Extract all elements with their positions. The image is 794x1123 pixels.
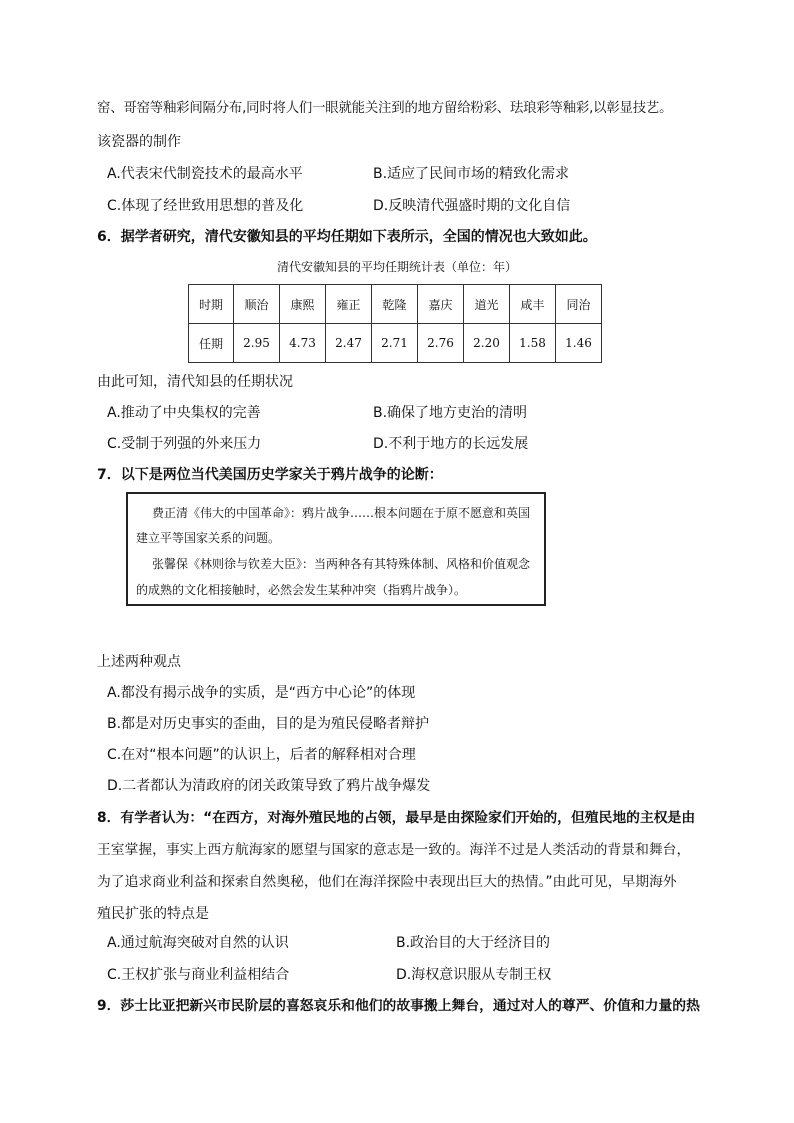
table-header-label: 时期 bbox=[189, 285, 234, 324]
table-cell-term: 2.71 bbox=[372, 324, 418, 363]
table-cell-period: 咸丰 bbox=[510, 285, 556, 324]
quote-line: 建立平等国家关系的问题。 bbox=[136, 531, 281, 545]
q7-option-c: C.在对“根本问题”的认识上，后者的解释相对合理 bbox=[107, 747, 416, 763]
q8-stem-line-3: 为了追求商业利益和探索自然奥秘，他们在海洋探险中表现出巨大的热情。”由此可见，早期海外 bbox=[97, 874, 677, 890]
table-cell-term: 1.46 bbox=[556, 324, 602, 363]
table-cell-term: 2.76 bbox=[418, 324, 464, 363]
q5-continuation-line-1: 窑、哥窑等釉彩间隔分布,同时将人们一眼就能关注到的地方留给粉彩、珐琅彩等釉彩,以彰显技艺。 bbox=[97, 101, 673, 116]
table-cell-period: 康熙 bbox=[280, 285, 326, 324]
table-cell-period: 乾隆 bbox=[372, 285, 418, 324]
q7-option-d: D.二者都认为清政府的闭关政策导致了鸦片战争爆发 bbox=[107, 778, 431, 794]
q8-stem-line-1: 8．有学者认为：“在西方，对海外殖民地的占领，最早是由探险家们开始的，但殖民地的主权是由 bbox=[97, 810, 696, 826]
table-cell-term: 2.20 bbox=[464, 324, 510, 363]
table-cell-period: 道光 bbox=[464, 285, 510, 324]
q5-option-a: A.代表宋代制瓷技术的最高水平 bbox=[107, 166, 303, 182]
q8-option-a: A.通过航海突破对自然的认识 bbox=[107, 935, 289, 951]
table-cell-term: 2.95 bbox=[234, 324, 280, 363]
q7-option-b: B.都是对历史事实的歪曲，目的是为殖民侵略者辩护 bbox=[107, 716, 430, 732]
q7-quote-box bbox=[126, 492, 546, 606]
q5-continuation-line-2: 该瓷器的制作 bbox=[97, 134, 181, 150]
table-row-periods bbox=[189, 285, 602, 324]
table-cell-term: 1.58 bbox=[510, 324, 556, 363]
table-row-label: 任期 bbox=[189, 324, 234, 363]
q6-after-text: 由此可知，清代知县的任期状况 bbox=[97, 374, 293, 390]
q8-stem-line-4: 殖民扩张的特点是 bbox=[97, 906, 209, 922]
q5-option-d: D.反映清代强盛时期的文化自信 bbox=[373, 198, 571, 214]
table-row-terms bbox=[189, 324, 602, 363]
q6-option-d: D.不利于地方的长远发展 bbox=[373, 436, 529, 452]
q7-stem: 7．以下是两位当代美国历史学家关于鸦片战争的论断： bbox=[97, 467, 443, 483]
table-cell-term: 4.73 bbox=[280, 324, 326, 363]
table-cell-period: 嘉庆 bbox=[418, 285, 464, 324]
q8-option-d: D.海权意识服从专制王权 bbox=[396, 967, 552, 983]
q6-tenure-table bbox=[188, 284, 602, 363]
q8-stem-line-2: 王室掌握，事实上西方航海家的愿望与国家的意志是一致的。海洋不过是人类活动的背景和舞台， bbox=[97, 842, 691, 858]
q6-table-caption: 清代安徽知县的平均任期统计表（单位：年） bbox=[276, 260, 517, 274]
quote-line: 费正清《伟大的中国革命》：鸦片战争……根本问题在于原不愿意和英国 bbox=[152, 506, 531, 520]
q8-option-c: C.王权扩张与商业利益相结合 bbox=[107, 967, 290, 983]
q5-option-b: B.适应了民间市场的精致化需求 bbox=[373, 166, 570, 182]
q9-stem-line-1: 9．莎士比亚把新兴市民阶层的喜怒哀乐和他们的故事搬上舞台，通过对人的尊严、价值和力量的热 bbox=[97, 998, 700, 1014]
q7-option-a: A.都没有揭示战争的实质，是“西方中心论”的体现 bbox=[107, 685, 416, 701]
q7-after-text: 上述两种观点 bbox=[97, 654, 181, 670]
table-cell-period: 雍正 bbox=[326, 285, 372, 324]
quote-line: 张馨保《林则徐与钦差大臣》：当两种各有其特殊体制、风格和价值观念 bbox=[152, 557, 531, 571]
table-cell-period: 同治 bbox=[556, 285, 602, 324]
quote-line: 的成熟的文化相接触时，必然会发生某种冲突（指鸦片战争）。 bbox=[136, 583, 467, 597]
q5-option-c: C.体现了经世致用思想的普及化 bbox=[107, 198, 304, 214]
q6-option-a: A.推动了中央集权的完善 bbox=[107, 405, 261, 421]
q6-option-b: B.确保了地方吏治的清明 bbox=[373, 405, 528, 421]
q6-option-c: C.受制于列强的外来压力 bbox=[107, 436, 262, 452]
table-cell-period: 顺治 bbox=[234, 285, 280, 324]
table-cell-term: 2.47 bbox=[326, 324, 372, 363]
q8-option-b: B.政治目的大于经济目的 bbox=[396, 935, 551, 951]
q6-stem: 6．据学者研究，清代安徽知县的平均任期如下表所示，全国的情况也大致如此。 bbox=[97, 229, 597, 245]
